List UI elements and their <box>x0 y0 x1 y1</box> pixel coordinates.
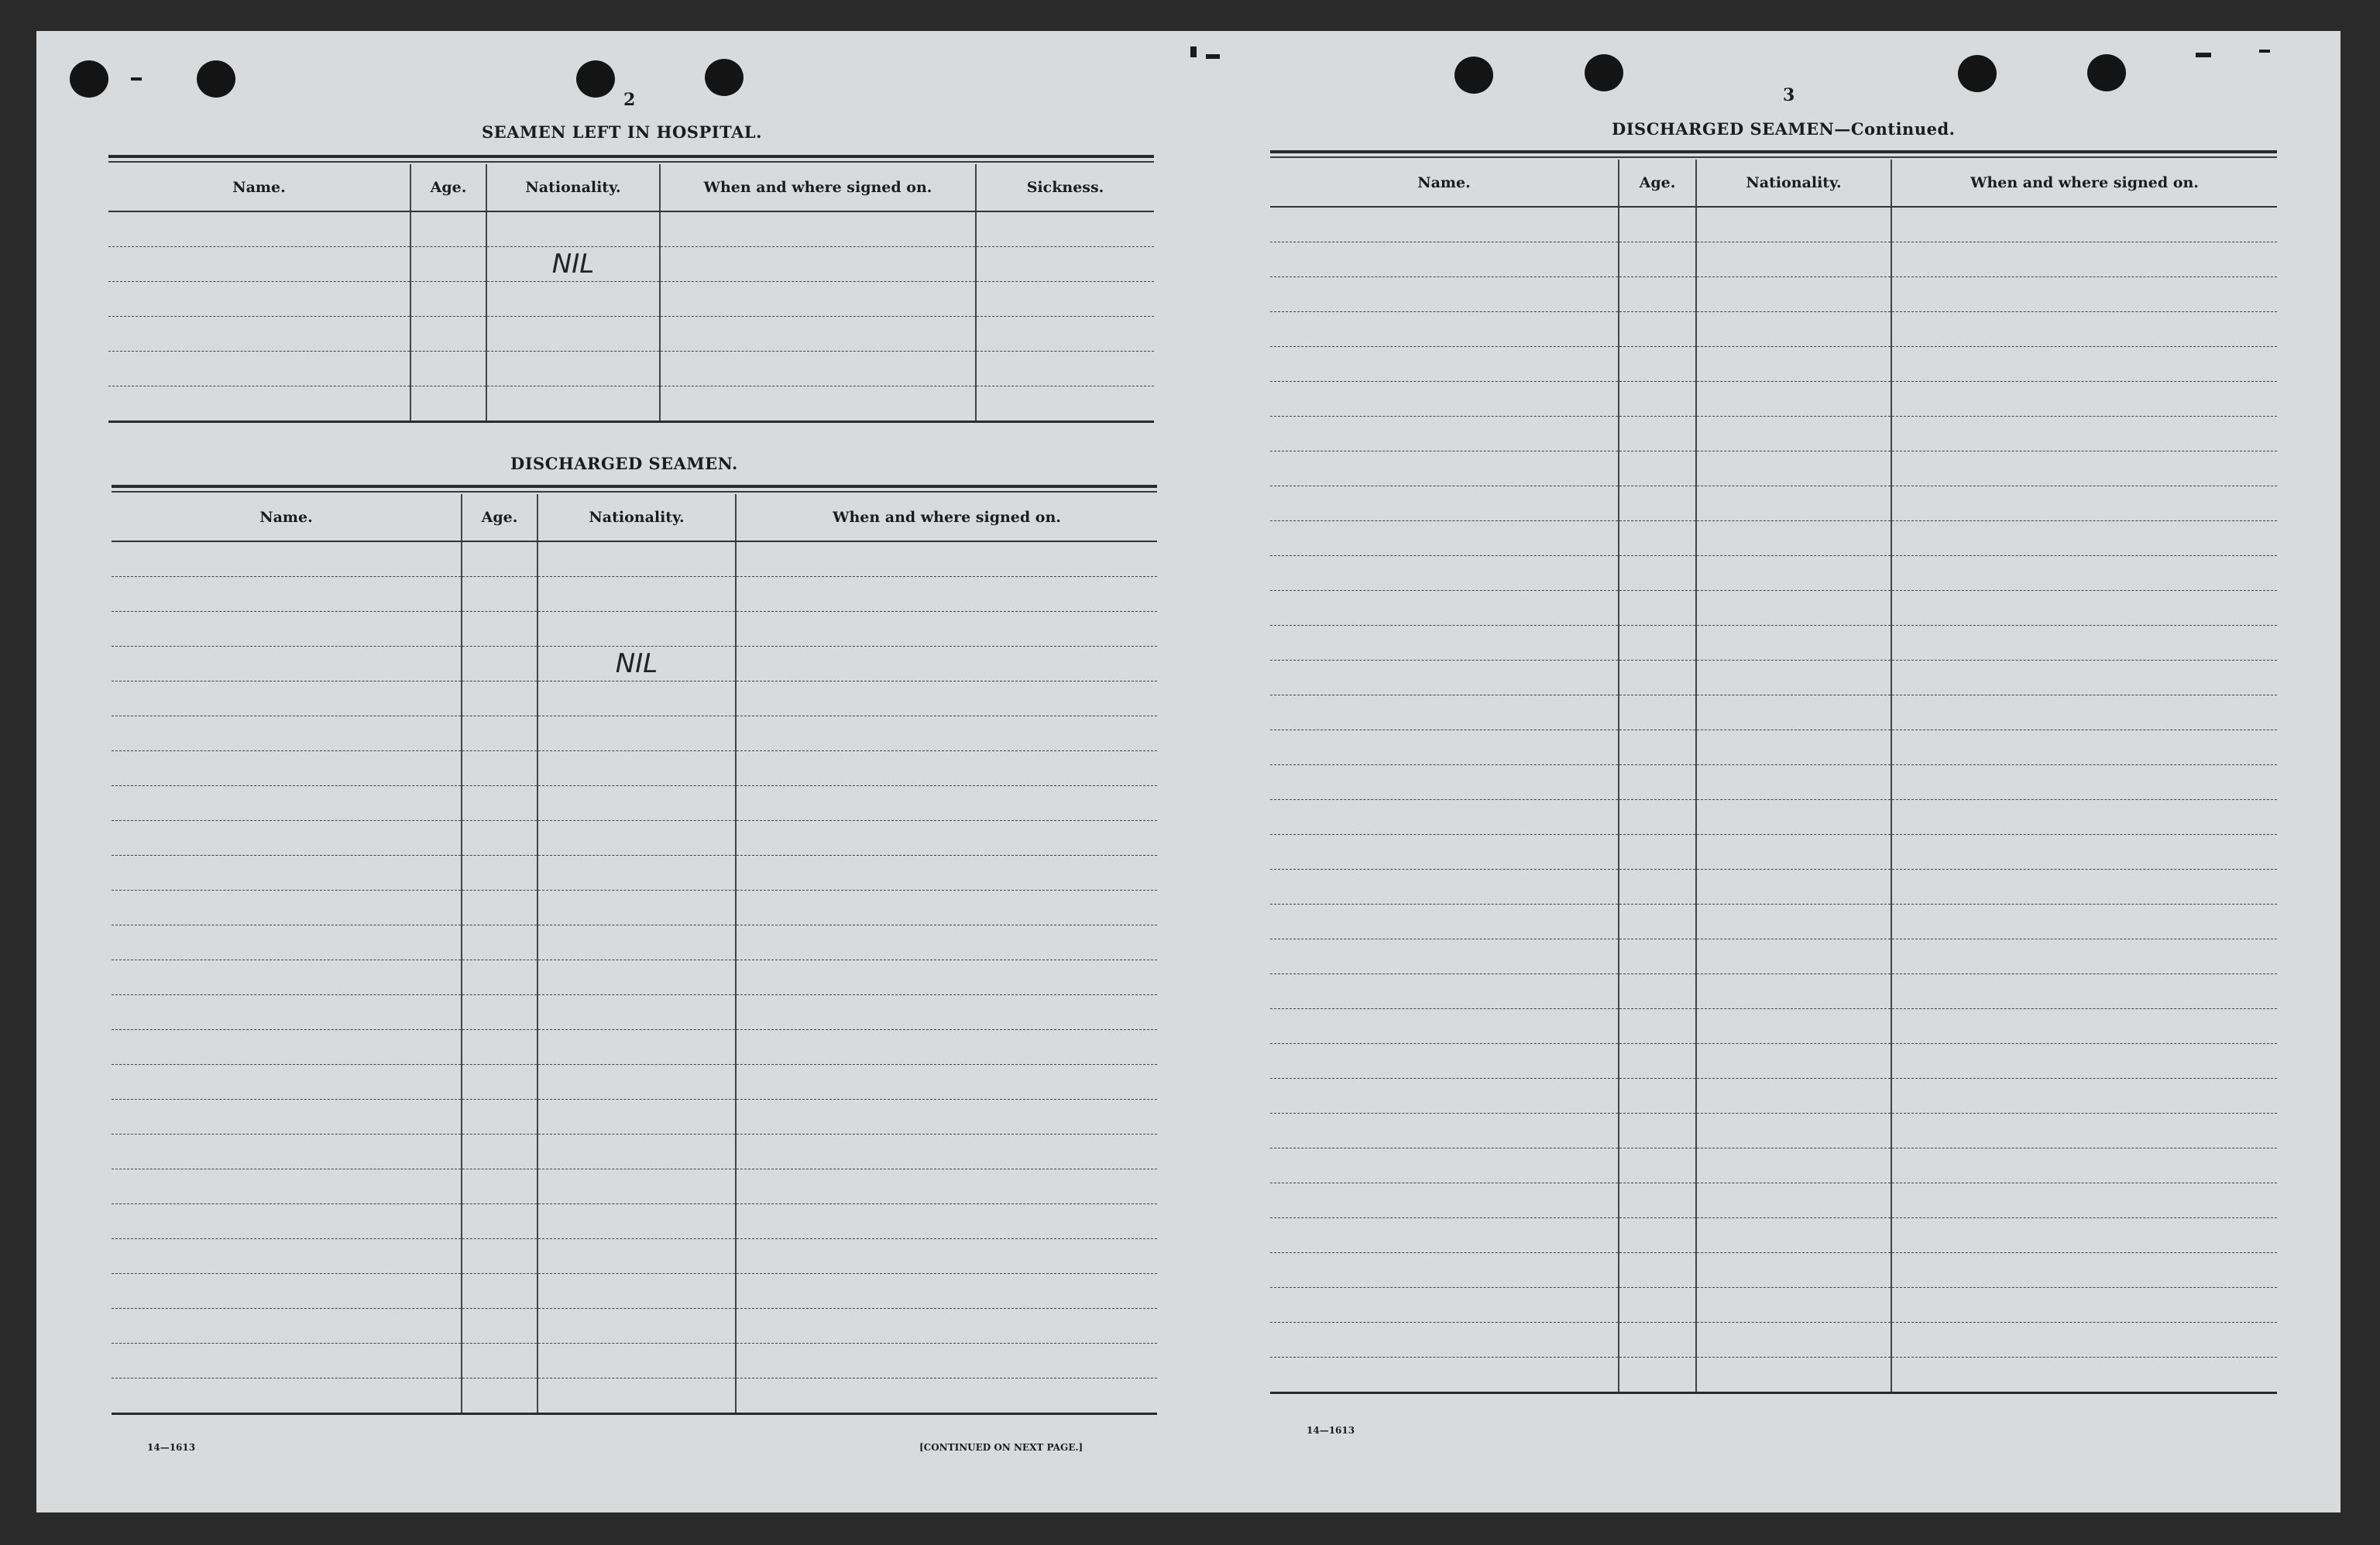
table-row <box>1270 695 2277 730</box>
table-cell <box>1696 1114 1891 1148</box>
table-cell <box>1696 277 1891 312</box>
table-row <box>1270 1044 2277 1079</box>
column-header-nationality: Nationality. <box>486 164 660 211</box>
table-row <box>1270 1288 2277 1323</box>
column-header-signed-on: When and where signed on. <box>660 164 976 211</box>
table-cell <box>1696 1044 1891 1079</box>
column-header-name: Name. <box>1270 160 1619 207</box>
table-cell <box>1619 695 1696 730</box>
table-cell <box>1270 835 1619 870</box>
table-row <box>1270 800 2277 835</box>
table-cell <box>1696 1079 1891 1114</box>
table-cell <box>1891 1114 2277 1148</box>
table-cell <box>1696 661 1891 695</box>
table-cell <box>1270 486 1619 521</box>
table-row <box>1270 765 2277 800</box>
table-cell <box>1696 486 1891 521</box>
table-cell <box>1696 1358 1891 1393</box>
table-cell <box>1619 591 1696 626</box>
table-cell <box>1891 1358 2277 1393</box>
table-cell <box>1696 974 1891 1009</box>
discharged-continued-title <box>1612 119 1955 139</box>
table-cell <box>1270 451 1619 486</box>
table-cell <box>1619 277 1696 312</box>
table-cell <box>1891 556 2277 591</box>
table-cell <box>1270 591 1619 626</box>
continued-note: [CONTINUED ON NEXT PAGE.] <box>919 1442 1084 1453</box>
table-row <box>1270 974 2277 1009</box>
table-cell <box>1696 451 1891 486</box>
form-number: 14—1613 <box>147 1442 196 1453</box>
table-cell <box>1696 1288 1891 1323</box>
table-cell <box>1891 974 2277 1009</box>
table-cell <box>1619 451 1696 486</box>
table-row <box>1270 556 2277 591</box>
table-cell <box>1619 207 1696 242</box>
section-rule <box>1270 150 2277 153</box>
table-cell <box>1891 1183 2277 1218</box>
table-row <box>1270 1323 2277 1358</box>
table-cell <box>1891 870 2277 905</box>
column-header-name: Name. <box>112 494 462 541</box>
column-header-age: Age. <box>410 164 486 211</box>
table-cell <box>1696 347 1891 382</box>
discharged-continued-suffix: —Continued. <box>1834 119 1956 139</box>
table-cell <box>1270 277 1619 312</box>
table-cell <box>1696 800 1891 835</box>
table-cell <box>1619 1218 1696 1253</box>
table-cell <box>1891 1253 2277 1288</box>
table-cell <box>1270 1114 1619 1148</box>
table-row <box>1270 277 2277 312</box>
table-row <box>1270 1148 2277 1183</box>
table-cell <box>1891 277 2277 312</box>
table-cell <box>1270 765 1619 800</box>
table-cell <box>1270 1323 1619 1358</box>
table-cell <box>1619 242 1696 277</box>
table-cell <box>1270 521 1619 556</box>
table-cell <box>1891 695 2277 730</box>
table-cell <box>1619 870 1696 905</box>
table-row <box>1270 905 2277 939</box>
table-cell <box>1270 730 1619 765</box>
right-page <box>36 31 2341 1512</box>
table-cell <box>1270 1079 1619 1114</box>
table-row <box>1270 1079 2277 1114</box>
table-cell <box>1891 765 2277 800</box>
table-cell <box>1619 417 1696 451</box>
table-cell <box>1619 730 1696 765</box>
table-cell <box>1619 521 1696 556</box>
table-cell <box>1696 1183 1891 1218</box>
table-cell <box>1696 905 1891 939</box>
table-cell <box>1270 1183 1619 1218</box>
table-cell <box>1696 1253 1891 1288</box>
table-cell: NIL <box>537 647 736 682</box>
table-row <box>1270 382 2277 417</box>
table-cell <box>1270 1253 1619 1288</box>
table-cell <box>1270 312 1619 347</box>
table-cell <box>1270 1358 1619 1393</box>
column-header-signed-on: When and where signed on. <box>736 494 1157 541</box>
table-cell <box>1270 1148 1619 1183</box>
table-cell <box>1891 905 2277 939</box>
table-cell <box>1891 451 2277 486</box>
table-cell <box>1891 486 2277 521</box>
table-cell <box>1270 417 1619 451</box>
section-rule <box>1270 156 2277 158</box>
table-cell <box>1696 591 1891 626</box>
table-cell <box>1619 1288 1696 1323</box>
table-cell <box>1891 939 2277 974</box>
table-row <box>1270 626 2277 661</box>
table-row <box>1270 939 2277 974</box>
table-cell <box>1619 765 1696 800</box>
table-cell <box>1696 207 1891 242</box>
table-cell <box>1619 382 1696 417</box>
column-header-nationality: Nationality. <box>1696 160 1891 207</box>
table-cell <box>1619 1253 1696 1288</box>
table-cell <box>1270 905 1619 939</box>
table-row <box>1270 870 2277 905</box>
column-header-age: Age. <box>462 494 537 541</box>
table-row <box>1270 591 2277 626</box>
table-cell <box>1891 835 2277 870</box>
table-cell <box>1270 1288 1619 1323</box>
hospital-section-title: SEAMEN LEFT IN HOSPITAL. <box>482 122 762 142</box>
table-cell <box>1270 242 1619 277</box>
table-cell <box>1619 347 1696 382</box>
column-header-sickness: Sickness. <box>976 164 1154 211</box>
table-cell <box>1619 556 1696 591</box>
scanned-sheet <box>36 31 2341 1512</box>
table-cell <box>1619 1114 1696 1148</box>
table-cell <box>1696 765 1891 800</box>
table-cell <box>1696 626 1891 661</box>
discharged-continued-title-main: DISCHARGED SEAMEN <box>1612 119 1835 139</box>
table-cell <box>1270 207 1619 242</box>
table-row <box>1270 1218 2277 1253</box>
table-cell <box>1891 521 2277 556</box>
table-row <box>1270 1114 2277 1148</box>
table-cell <box>1270 1009 1619 1044</box>
table-cell <box>1270 347 1619 382</box>
table-cell <box>1696 939 1891 974</box>
table-cell <box>1619 1009 1696 1044</box>
table-row <box>1270 417 2277 451</box>
table-cell <box>1270 382 1619 417</box>
table-cell <box>1696 1218 1891 1253</box>
table-cell <box>1891 1323 2277 1358</box>
table-cell <box>1891 347 2277 382</box>
table-cell <box>1270 556 1619 591</box>
table-cell <box>1619 1148 1696 1183</box>
table-cell <box>1891 1148 2277 1183</box>
column-header-nationality: Nationality. <box>537 494 736 541</box>
table-cell <box>1891 1288 2277 1323</box>
column-header-signed-on: When and where signed on. <box>1891 160 2277 207</box>
table-cell <box>1696 695 1891 730</box>
table-cell <box>1696 556 1891 591</box>
table-cell <box>1270 626 1619 661</box>
table-cell <box>1891 312 2277 347</box>
table-cell <box>1696 1009 1891 1044</box>
table-cell <box>1696 870 1891 905</box>
table-cell <box>1619 1183 1696 1218</box>
table-row <box>1270 242 2277 277</box>
table-cell <box>1270 800 1619 835</box>
table-cell <box>1696 242 1891 277</box>
table-cell <box>1619 1358 1696 1393</box>
table-cell <box>1696 730 1891 765</box>
table-cell <box>1891 242 2277 277</box>
table-cell <box>1619 661 1696 695</box>
table-cell <box>1891 730 2277 765</box>
table-cell <box>1891 417 2277 451</box>
table-cell <box>1696 521 1891 556</box>
table-cell: NIL <box>486 247 660 282</box>
table-row <box>1270 1009 2277 1044</box>
table-row <box>1270 207 2277 242</box>
table-cell <box>1619 835 1696 870</box>
table-cell <box>1891 207 2277 242</box>
table-cell <box>1891 591 2277 626</box>
table-cell <box>1619 1323 1696 1358</box>
page-number: 3 <box>1783 85 1795 105</box>
table-row <box>1270 347 2277 382</box>
column-header-name: Name. <box>108 164 410 211</box>
column-header-age: Age. <box>1619 160 1696 207</box>
table-row <box>1270 661 2277 695</box>
table-cell <box>1270 939 1619 974</box>
table-cell <box>1891 661 2277 695</box>
table-cell <box>1891 382 2277 417</box>
page-number: 2 <box>623 90 636 110</box>
table-cell <box>1270 1218 1619 1253</box>
table-cell <box>1696 835 1891 870</box>
table-cell <box>1619 1079 1696 1114</box>
table-cell <box>1891 1079 2277 1114</box>
table-cell <box>1696 417 1891 451</box>
table-cell <box>1619 905 1696 939</box>
table-cell <box>1891 1218 2277 1253</box>
table-row <box>1270 1183 2277 1218</box>
table-cell <box>1696 312 1891 347</box>
table-cell <box>1270 870 1619 905</box>
table-cell <box>1270 661 1619 695</box>
table-cell <box>1891 626 2277 661</box>
table-cell <box>1891 1044 2277 1079</box>
table-row <box>1270 451 2277 486</box>
table-row <box>1270 730 2277 765</box>
table-row <box>1270 521 2277 556</box>
discharged-continued-table <box>1270 160 2277 1394</box>
form-number: 14—1613 <box>1307 1425 1355 1436</box>
table-cell <box>1696 1323 1891 1358</box>
table-cell <box>1696 1148 1891 1183</box>
table-row <box>1270 1253 2277 1288</box>
table-cell <box>1619 312 1696 347</box>
table-cell <box>1619 486 1696 521</box>
table-cell <box>1696 382 1891 417</box>
table-cell <box>1619 939 1696 974</box>
table-row <box>1270 486 2277 521</box>
table-cell <box>1891 1009 2277 1044</box>
table-cell <box>1270 974 1619 1009</box>
table-cell <box>1619 974 1696 1009</box>
table-cell <box>1619 800 1696 835</box>
table-cell <box>1270 695 1619 730</box>
table-cell <box>1619 626 1696 661</box>
table-cell <box>1270 1044 1619 1079</box>
table-cell <box>1891 800 2277 835</box>
table-row <box>1270 1358 2277 1393</box>
table-row <box>1270 835 2277 870</box>
table-row <box>1270 312 2277 347</box>
discharged-section-title: DISCHARGED SEAMEN. <box>510 454 738 473</box>
table-cell <box>1619 1044 1696 1079</box>
